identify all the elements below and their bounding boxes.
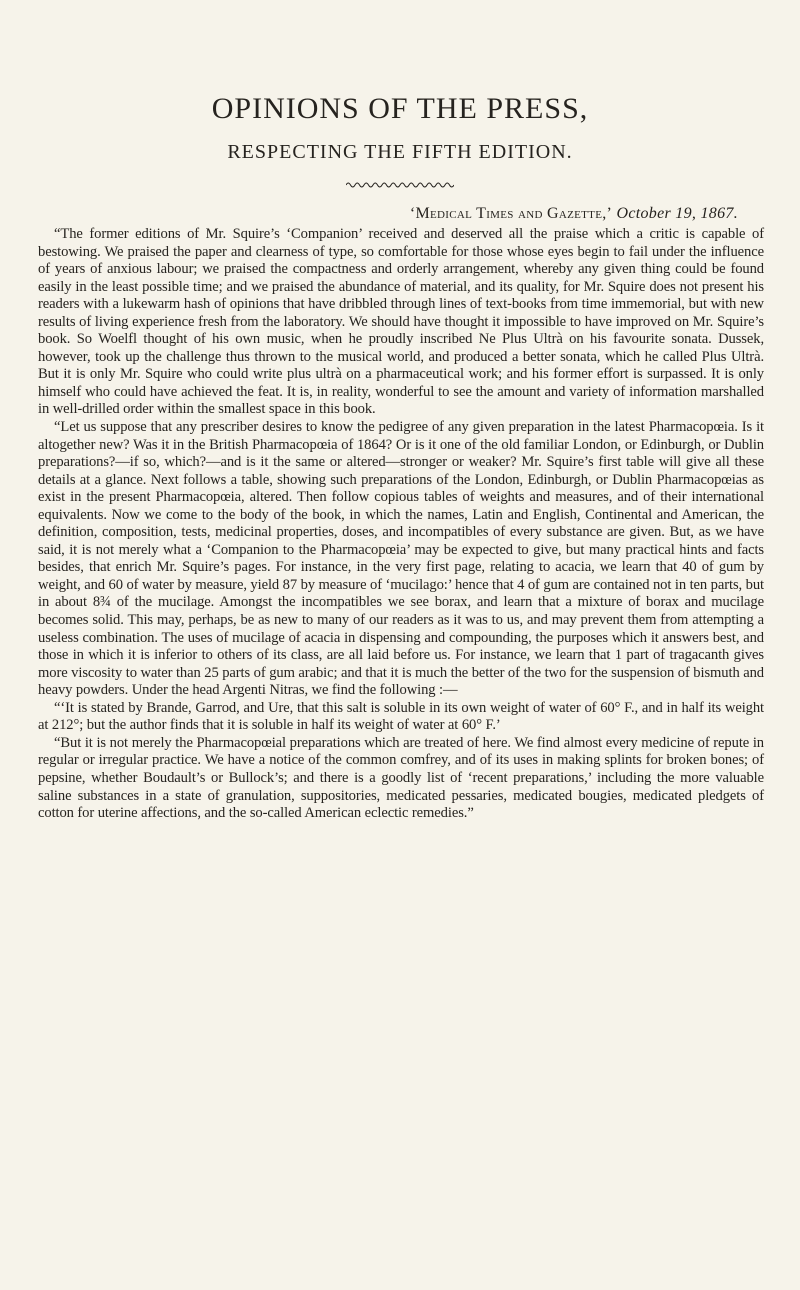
paragraph: “Let us suppose that any prescriber desires to know the pedigree of any given preparation in the latest Pharmacopœia. Is it altogether new? Was it in the British Pharmacopœia of 1864? Or is it one of the old familiar London, or Edinburgh, or Dublin preparations?—if so, which?—and is it the same or altered—stronger or weaker? Mr. Squire’s first table will give all these details at a glance. Next follows a table, showing such preparations of the London, Edinburgh, or Dublin Pharmacopœias as exist in the present Pharmacopœia, altered. Then follow copious tables of weights and measures, and of their international equivalents. Now we come to the body of the book, in which the names, Latin and English, Continental and American, the definition, composition, tests, medicinal properties, doses, and incompatibles of every substance are given. But, as we have said, it is not merely what a ‘Companion to the Pharmacopœia’ may be expected to give, but many practical hints and facts besides, that enrich Mr. Squire’s pages. For instance, in the very first page, relating to acacia, we learn that 40 of gum by weight, and 60 of water by measure, yield 87 by measure of ‘mucilago:’ hence that 4 of gum are contained not in ten parts, but in about 8¾ of the mucilage. Amongst the incompatibles we see borax, and learn that a mixture of borax and mucilage becomes solid. This may, perhaps, be as new to many of our readers as it was to us, and may prevent them from attempting a useless combination. The uses of mucilage of acacia in dispensing and compounding, the purposes which it answers best, and those in which it is inferior to others of its class, are all laid before us. For instance, we learn that 1 part of tragacanth gives more viscosity to water than 25 parts of gum arabic; and that it is much the better of the two for the suspension of bismuth and heavy powders. Under the head Argenti Nitras, we find the following :— [38, 419, 764, 699]
source-citation [410, 205, 738, 223]
paragraph: “‘It is stated by Brande, Garrod, and Ure, that this salt is soluble in its own weight of water of 60° F., and in half its weight at 212°; but the author finds that it is soluble in half its weight of water at 60° F.’ [38, 699, 764, 734]
review-body [38, 226, 764, 823]
page-subtitle: RESPECTING THE FIFTH EDITION. [227, 141, 573, 163]
ornamental-rule [346, 181, 454, 189]
paragraph: “The former editions of Mr. Squire’s ‘Companion’ received and deserved all the praise which a critic is capable of bestowing. We praised the paper and clearness of type, so comfortable for those whose eyes begin to fail under the influence of years of anxious labour; we praised the compactness and orderly arrangement, whereby any given thing could be found easily in the least possible time; and we praised the abundance of material, and its quality, for Mr. Squire does not present his readers with a lukewarm hash of opinions that have dribbled through lines of text-books from time immemorial, but with new results of living experience fresh from the laboratory. We should have thought it impossible to have improved on Mr. Squire’s book. So Woelfl thought of his own music, when he proudly inscribed Ne Plus Ultrà on his favourite sonata. Dussek, however, took up the challenge thus thrown to the musical world, and produced a better sonata, which he called Plus Ultrà. But it is only Mr. Squire who could write plus ultrà on a pharmaceutical work; and his former effort is surpassed. It is only himself who could have achieved the feat. It is, in reality, wonderful to see the amount and variety of information marshalled in well-drilled order within the smallest space in this book. [38, 226, 764, 418]
page-title: OPINIONS OF THE PRESS, [211, 92, 589, 125]
source-publication: ‘Medical Times and Gazette,’ [409, 205, 613, 222]
source-date: October 19, 1867. [616, 205, 738, 222]
paragraph: “But it is not merely the Pharmacopœial preparations which are treated of here. We find almost every medicine of repute in regular or irregular practice. We have a notice of the common comfrey, and of its uses in making splints for broken bones; of pepsine, whether Boudault’s or Bullock’s; and there is a goodly list of ‘recent preparations,’ including the more valuable saline substances in a state of granulation, suppositories, medicated pessaries, medicated bougies, medicated pledgets of cotton for uterine affections, and the so-called American eclectic remedies.” [38, 734, 764, 822]
